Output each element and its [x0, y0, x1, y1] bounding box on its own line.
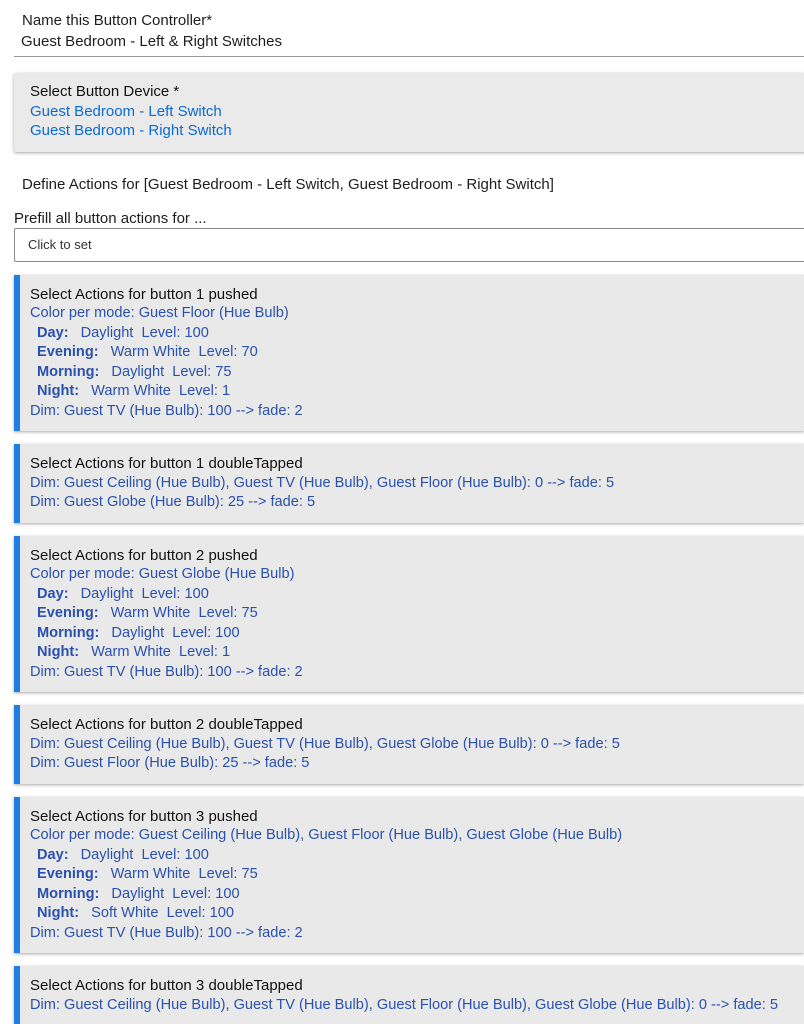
action-mode-line — [30, 604, 794, 624]
action-mode-line — [30, 904, 794, 924]
action-card-title: Select Actions for button 3 pushed — [30, 807, 258, 825]
action-mode-line — [30, 643, 794, 663]
mode-value: Warm White Level: 75 — [110, 605, 258, 621]
device-select-box — [14, 73, 804, 152]
action-mode-line — [30, 585, 794, 605]
action-mode-line — [30, 885, 794, 905]
action-line: Dim: Guest TV (Hue Bulb): 100 --> fade: 2 — [30, 924, 303, 941]
action-card[interactable] — [14, 797, 804, 954]
action-card-title: Select Actions for button 2 doubleTapped — [30, 716, 303, 733]
action-card-title: Select Actions for button 3 doubleTapped — [30, 977, 303, 994]
mode-name: Day: — [37, 585, 69, 602]
action-card[interactable] — [14, 536, 804, 693]
action-line: Dim: Guest Ceiling (Hue Bulb), Guest TV (Hue Bulb), Guest Floor (Hue Bulb): 0 --> fade: 5 — [30, 474, 615, 491]
mode-name: Morning: — [37, 363, 100, 380]
mode-name: Morning: — [37, 885, 100, 902]
action-card-title: Select Actions for button 1 doubleTapped — [30, 455, 303, 472]
mode-value: Daylight Level: 100 — [80, 324, 209, 341]
action-mode-line — [30, 382, 794, 402]
action-line: Color per mode: Guest Globe (Hue Bulb) — [30, 566, 295, 582]
action-card-title: Select Actions for button 2 pushed — [30, 546, 258, 564]
action-line: Color per mode: Guest Floor (Hue Bulb) — [30, 305, 289, 321]
mode-value: Daylight Level: 100 — [80, 585, 209, 602]
device-link-left-switch[interactable]: Guest Bedroom - Left Switch — [30, 102, 222, 120]
prefill-label: Prefill all button actions for ... — [14, 209, 207, 227]
mode-value: Warm White Level: 1 — [91, 383, 231, 399]
action-card[interactable] — [14, 444, 804, 523]
action-card-title: Select Actions for button 1 pushed — [30, 285, 258, 303]
mode-name: Evening: — [37, 605, 99, 621]
mode-name: Night: — [37, 383, 80, 399]
device-select-title: Select Button Device * — [30, 83, 180, 100]
device-link-right-switch[interactable]: Guest Bedroom - Right Switch — [30, 122, 232, 139]
mode-value: Daylight Level: 100 — [111, 624, 240, 641]
action-card[interactable] — [14, 705, 804, 784]
action-line: Dim: Guest Ceiling (Hue Bulb), Guest TV (Hue Bulb), Guest Globe (Hue Bulb): 0 --> fade: 5 — [30, 735, 620, 752]
action-mode-line — [30, 624, 794, 644]
mode-value: Daylight Level: 100 — [111, 885, 240, 902]
action-card[interactable] — [14, 966, 804, 1024]
mode-name: Day: — [37, 324, 69, 341]
name-controller-input[interactable] — [14, 31, 804, 56]
action-line: Dim: Guest TV (Hue Bulb): 100 --> fade: 2 — [30, 663, 303, 680]
action-card[interactable] — [14, 275, 804, 432]
action-line: Color per mode: Guest Ceiling (Hue Bulb), Guest Floor (Hue Bulb), Guest Globe (Hue Bulb) — [30, 827, 623, 843]
define-actions-heading: Define Actions for [Guest Bedroom - Left Switch, Guest Bedroom - Right Switch] — [22, 175, 554, 193]
mode-value: Warm White Level: 1 — [91, 644, 231, 660]
mode-value: Warm White Level: 75 — [110, 866, 258, 882]
name-controller-field — [14, 31, 804, 57]
action-line: Dim: Guest Globe (Hue Bulb): 25 --> fade: 5 — [30, 494, 316, 510]
action-mode-line — [30, 363, 794, 383]
action-cards-list — [0, 275, 804, 1024]
mode-value: Daylight Level: 100 — [80, 846, 209, 863]
mode-name: Morning: — [37, 624, 100, 641]
prefill-input[interactable] — [14, 228, 804, 262]
action-mode-line — [30, 324, 794, 344]
action-line: Dim: Guest Floor (Hue Bulb): 25 --> fade: 5 — [30, 755, 310, 771]
action-line: Dim: Guest TV (Hue Bulb): 100 --> fade: 2 — [30, 402, 303, 419]
action-mode-line — [30, 865, 794, 885]
action-line: Dim: Guest Ceiling (Hue Bulb), Guest TV (Hue Bulb), Guest Floor (Hue Bulb), Guest Globe (Hue Bulb): 0 --> fade: 5 — [30, 996, 778, 1013]
mode-value: Soft White Level: 100 — [91, 905, 234, 921]
mode-name: Evening: — [37, 866, 99, 882]
mode-name: Day: — [37, 846, 69, 863]
mode-value: Warm White Level: 70 — [110, 344, 258, 360]
mode-name: Night: — [37, 905, 80, 921]
action-mode-line — [30, 343, 794, 363]
mode-name: Night: — [37, 644, 80, 660]
name-controller-label: Name this Button Controller* — [22, 12, 213, 29]
mode-name: Evening: — [37, 344, 99, 360]
action-mode-line — [30, 846, 794, 866]
mode-value: Daylight Level: 75 — [111, 363, 232, 380]
